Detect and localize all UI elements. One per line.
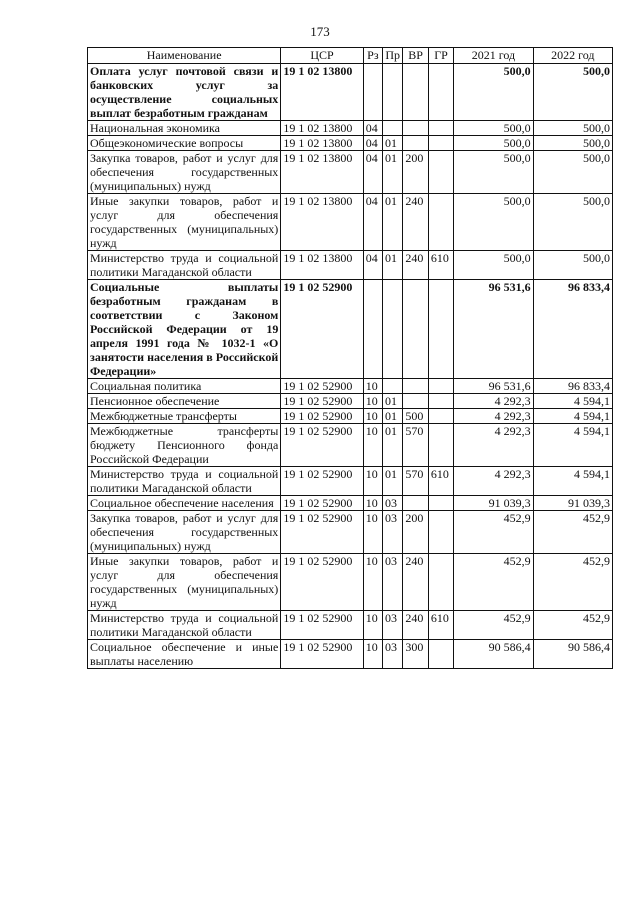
- cell-pr: [383, 280, 403, 379]
- cell-gr: [428, 121, 453, 136]
- cell-year-2022: 452,9: [533, 511, 612, 554]
- cell-csr: 19 1 02 13800: [281, 64, 363, 121]
- cell-pr: 03: [383, 511, 403, 554]
- cell-name: Иные закупки товаров, работ и услуг для обеспечения государственных (муниципальных) нужд: [88, 554, 281, 611]
- cell-csr: 19 1 02 52900: [281, 394, 363, 409]
- cell-pr: 01: [383, 151, 403, 194]
- table-row: [88, 251, 613, 280]
- cell-year-2021: 4 292,3: [454, 424, 533, 467]
- cell-name: Социальное обеспечение и иные выплаты населению: [88, 640, 281, 669]
- table-row: [88, 121, 613, 136]
- cell-gr: [428, 554, 453, 611]
- cell-gr: [428, 424, 453, 467]
- cell-csr: 19 1 02 52900: [281, 467, 363, 496]
- cell-year-2021: 96 531,6: [454, 280, 533, 379]
- cell-year-2021: 90 586,4: [454, 640, 533, 669]
- cell-gr: [428, 511, 453, 554]
- cell-year-2021: 500,0: [454, 151, 533, 194]
- cell-gr: [428, 151, 453, 194]
- table-row: [88, 640, 613, 669]
- header-year-2021: 2021 год: [454, 48, 533, 64]
- cell-gr: [428, 280, 453, 379]
- cell-gr: 610: [428, 467, 453, 496]
- cell-name: Оплата услуг почтовой связи и банковских услуг за осуществление социальных выплат безработным гражданам: [88, 64, 281, 121]
- cell-year-2021: 452,9: [454, 611, 533, 640]
- cell-year-2021: 452,9: [454, 511, 533, 554]
- cell-year-2022: 4 594,1: [533, 424, 612, 467]
- cell-year-2022: 500,0: [533, 251, 612, 280]
- table-row: [88, 611, 613, 640]
- cell-rz: 04: [363, 151, 382, 194]
- cell-csr: 19 1 02 52900: [281, 379, 363, 394]
- cell-vr: [403, 496, 428, 511]
- cell-pr: 03: [383, 640, 403, 669]
- cell-csr: 19 1 02 52900: [281, 409, 363, 424]
- cell-year-2022: 4 594,1: [533, 409, 612, 424]
- cell-gr: [428, 640, 453, 669]
- cell-csr: 19 1 02 52900: [281, 640, 363, 669]
- cell-csr: 19 1 02 52900: [281, 611, 363, 640]
- table-row: [88, 64, 613, 121]
- page-number: 173: [310, 24, 330, 39]
- cell-pr: [383, 121, 403, 136]
- table-row: [88, 394, 613, 409]
- cell-rz: [363, 280, 382, 379]
- cell-pr: 01: [383, 136, 403, 151]
- header-vr: ВР: [403, 48, 428, 64]
- cell-year-2021: 500,0: [454, 251, 533, 280]
- cell-vr: 300: [403, 640, 428, 669]
- cell-name: Общеэкономические вопросы: [88, 136, 281, 151]
- table-header-row: [88, 48, 613, 64]
- cell-pr: 01: [383, 424, 403, 467]
- cell-year-2021: 91 039,3: [454, 496, 533, 511]
- cell-vr: 200: [403, 511, 428, 554]
- cell-csr: 19 1 02 13800: [281, 151, 363, 194]
- cell-rz: 10: [363, 511, 382, 554]
- cell-vr: 240: [403, 251, 428, 280]
- cell-rz: 10: [363, 496, 382, 511]
- cell-vr: 570: [403, 467, 428, 496]
- cell-vr: [403, 379, 428, 394]
- cell-pr: 01: [383, 467, 403, 496]
- cell-name: Министерство труда и социальной политики Магаданской области: [88, 467, 281, 496]
- cell-vr: [403, 136, 428, 151]
- cell-gr: [428, 394, 453, 409]
- cell-gr: [428, 64, 453, 121]
- cell-rz: 04: [363, 121, 382, 136]
- cell-vr: 240: [403, 611, 428, 640]
- header-gr: ГР: [428, 48, 453, 64]
- cell-year-2021: 500,0: [454, 136, 533, 151]
- table-row: [88, 151, 613, 194]
- cell-vr: [403, 280, 428, 379]
- cell-name: Социальные выплаты безработным гражданам в соответствии с Законом Российской Федерации от 19 апреля 1991 года № 1032-1 «О занятости населения в Российской Федерации»: [88, 280, 281, 379]
- cell-vr: 500: [403, 409, 428, 424]
- cell-csr: 19 1 02 52900: [281, 280, 363, 379]
- header-pr: Пр: [383, 48, 403, 64]
- table-row: [88, 194, 613, 251]
- header-name: Наименование: [88, 48, 281, 64]
- cell-name: Министерство труда и социальной политики Магаданской области: [88, 611, 281, 640]
- cell-pr: 03: [383, 496, 403, 511]
- cell-name: Пенсионное обеспечение: [88, 394, 281, 409]
- cell-rz: 10: [363, 640, 382, 669]
- table-row: [88, 554, 613, 611]
- cell-rz: 04: [363, 251, 382, 280]
- cell-year-2022: 500,0: [533, 151, 612, 194]
- cell-rz: [363, 64, 382, 121]
- cell-csr: 19 1 02 52900: [281, 554, 363, 611]
- cell-year-2022: 96 833,4: [533, 379, 612, 394]
- cell-pr: 03: [383, 611, 403, 640]
- cell-year-2021: 4 292,3: [454, 409, 533, 424]
- cell-pr: [383, 64, 403, 121]
- cell-year-2021: 500,0: [454, 194, 533, 251]
- cell-vr: [403, 394, 428, 409]
- cell-name: Межбюджетные трансферты: [88, 409, 281, 424]
- cell-year-2022: 452,9: [533, 554, 612, 611]
- cell-gr: 610: [428, 611, 453, 640]
- cell-vr: [403, 64, 428, 121]
- cell-csr: 19 1 02 52900: [281, 511, 363, 554]
- table-row: [88, 409, 613, 424]
- header-year-2022: 2022 год: [533, 48, 612, 64]
- table-row: [88, 379, 613, 394]
- cell-name: Министерство труда и социальной политики Магаданской области: [88, 251, 281, 280]
- cell-year-2022: 452,9: [533, 611, 612, 640]
- cell-csr: 19 1 02 13800: [281, 136, 363, 151]
- cell-pr: 01: [383, 194, 403, 251]
- cell-csr: 19 1 02 13800: [281, 194, 363, 251]
- cell-rz: 10: [363, 611, 382, 640]
- cell-csr: 19 1 02 52900: [281, 496, 363, 511]
- budget-table: [87, 47, 613, 669]
- cell-pr: 01: [383, 251, 403, 280]
- cell-year-2022: 4 594,1: [533, 394, 612, 409]
- cell-rz: 04: [363, 136, 382, 151]
- cell-vr: 200: [403, 151, 428, 194]
- cell-pr: 01: [383, 394, 403, 409]
- cell-gr: [428, 409, 453, 424]
- cell-name: Иные закупки товаров, работ и услуг для обеспечения государственных (муниципальных) нужд: [88, 194, 281, 251]
- cell-year-2022: 96 833,4: [533, 280, 612, 379]
- cell-year-2022: 4 594,1: [533, 467, 612, 496]
- header-rz: Рз: [363, 48, 382, 64]
- cell-name: Межбюджетные трансферты бюджету Пенсионного фонда Российской Федерации: [88, 424, 281, 467]
- cell-year-2022: 91 039,3: [533, 496, 612, 511]
- cell-gr: [428, 379, 453, 394]
- cell-year-2022: 500,0: [533, 136, 612, 151]
- cell-year-2021: 452,9: [454, 554, 533, 611]
- cell-name: Закупка товаров, работ и услуг для обеспечения государственных (муниципальных) нужд: [88, 151, 281, 194]
- cell-year-2022: 500,0: [533, 194, 612, 251]
- table-row: [88, 136, 613, 151]
- table-row: [88, 511, 613, 554]
- cell-pr: [383, 379, 403, 394]
- cell-rz: 10: [363, 409, 382, 424]
- cell-vr: 570: [403, 424, 428, 467]
- cell-csr: 19 1 02 13800: [281, 251, 363, 280]
- cell-csr: 19 1 02 52900: [281, 424, 363, 467]
- cell-rz: 04: [363, 194, 382, 251]
- cell-year-2021: 500,0: [454, 121, 533, 136]
- table-row: [88, 467, 613, 496]
- cell-name: Закупка товаров, работ и услуг для обеспечения государственных (муниципальных) нужд: [88, 511, 281, 554]
- cell-csr: 19 1 02 13800: [281, 121, 363, 136]
- cell-rz: 10: [363, 394, 382, 409]
- cell-year-2021: 4 292,3: [454, 394, 533, 409]
- cell-gr: [428, 136, 453, 151]
- cell-rz: 10: [363, 424, 382, 467]
- table-row: [88, 280, 613, 379]
- table-row: [88, 496, 613, 511]
- table-row: [88, 424, 613, 467]
- cell-gr: [428, 194, 453, 251]
- cell-vr: [403, 121, 428, 136]
- cell-pr: 03: [383, 554, 403, 611]
- cell-name: Социальное обеспечение населения: [88, 496, 281, 511]
- cell-pr: 01: [383, 409, 403, 424]
- cell-gr: 610: [428, 251, 453, 280]
- cell-vr: 240: [403, 554, 428, 611]
- cell-year-2021: 96 531,6: [454, 379, 533, 394]
- cell-vr: 240: [403, 194, 428, 251]
- cell-year-2021: 500,0: [454, 64, 533, 121]
- cell-name: Национальная экономика: [88, 121, 281, 136]
- cell-year-2022: 500,0: [533, 121, 612, 136]
- cell-rz: 10: [363, 467, 382, 496]
- cell-year-2021: 4 292,3: [454, 467, 533, 496]
- cell-year-2022: 500,0: [533, 64, 612, 121]
- cell-gr: [428, 496, 453, 511]
- cell-rz: 10: [363, 554, 382, 611]
- header-csr: ЦСР: [281, 48, 363, 64]
- cell-year-2022: 90 586,4: [533, 640, 612, 669]
- cell-rz: 10: [363, 379, 382, 394]
- cell-name: Социальная политика: [88, 379, 281, 394]
